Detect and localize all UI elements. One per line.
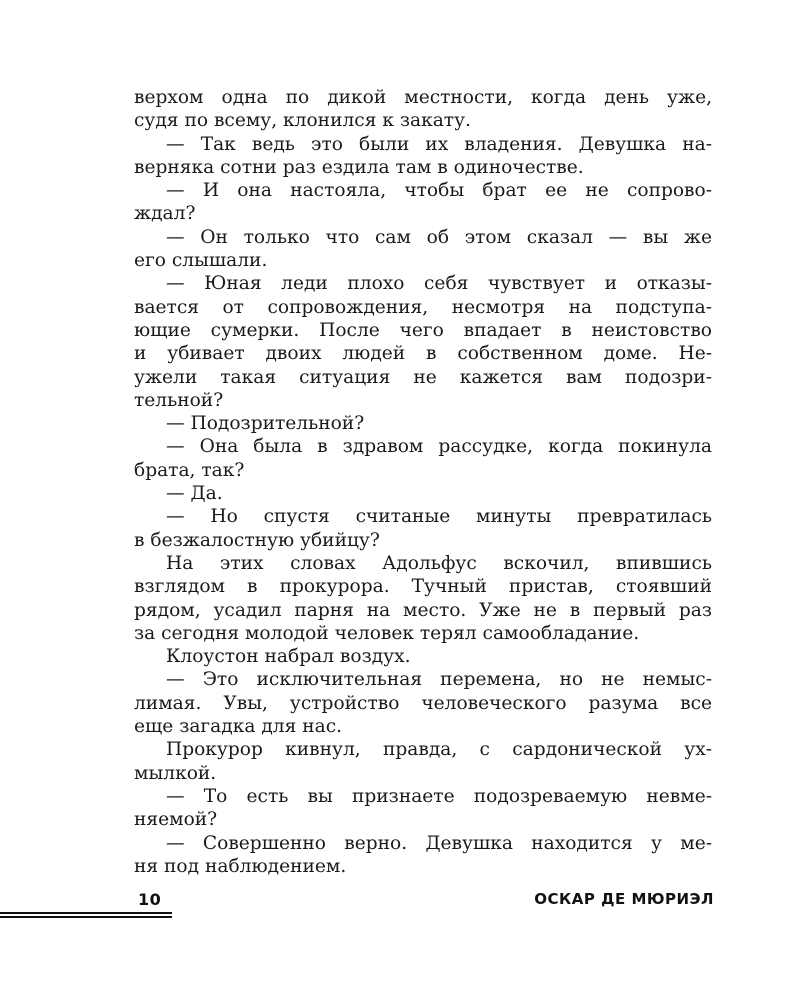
text-line: ня под наблюдением. [134,855,347,877]
text-line: Прокурор кивнул, правда, с сардонической ух- [166,739,712,761]
text-line: — Это исключительная перемена, но не немыс- [166,669,712,691]
footer-rule [0,912,172,914]
text-line: еще загадка для нас. [134,716,343,738]
text-line: ждал? [134,203,196,225]
body-text [134,86,712,878]
text-line: лимая. Увы, устройство человеческого разума все [134,692,712,714]
text-line: судя по всему, клонился к закату. [134,110,471,132]
text-line: за сегодня молодой человек терял самообладание. [134,622,640,644]
text-line: — Она была в здравом рассудке, когда покинула [166,436,712,458]
text-line: ющие сумерки. После чего впадает в неистовство [134,319,712,341]
text-line: — Подозрительной? [166,413,365,435]
text-line: — То есть вы признаете подозреваемую невме- [166,785,712,807]
running-head-author: ОСКАР ДЕ МЮРИЭЛ [534,890,714,908]
text-line: вается от сопровождения, несмотря на подступа- [134,296,712,318]
text-line: в безжалостную убийцу? [134,529,380,551]
text-line: ужели такая ситуация не кажется вам подозри- [134,366,712,388]
text-line: его слышали. [134,250,268,272]
text-line: мылкой. [134,762,217,784]
text-line: верняка сотни раз ездила там в одиночестве. [134,156,584,178]
text-line: — Совершенно верно. Девушка находится у ме- [166,832,712,854]
footer-rule-thin [0,916,172,918]
text-line: взглядом в прокурора. Тучный пристав, стоявший [134,576,712,598]
text-line: Клоустон набрал воздух. [166,646,411,668]
text-line: — Юная леди плохо себя чувствует и отказы- [166,273,712,295]
text-line: — Так ведь это были их владения. Девушка на- [166,133,712,155]
text-line: тельной? [134,389,224,411]
text-line: — Да. [166,483,223,505]
text-line: рядом, усадил парня на место. Уже не в первый раз [134,599,712,621]
text-line: и убивает двоих людей в собственном доме. Не- [134,343,712,365]
text-line: — Но спустя считаные минуты превратилась [166,506,712,528]
text-line: — Он только что сам об этом сказал — вы же [166,226,712,248]
text-line: На этих словах Адольфус вскочил, впившись [166,552,712,574]
text-line: верхом одна по дикой местности, когда день уже, [134,87,712,108]
text-line: брата, так? [134,459,245,481]
text-line: — И она настояла, чтобы брат ее не сопрово- [166,180,712,202]
page-number: 10 [138,890,162,909]
text-line: няемой? [134,809,218,831]
